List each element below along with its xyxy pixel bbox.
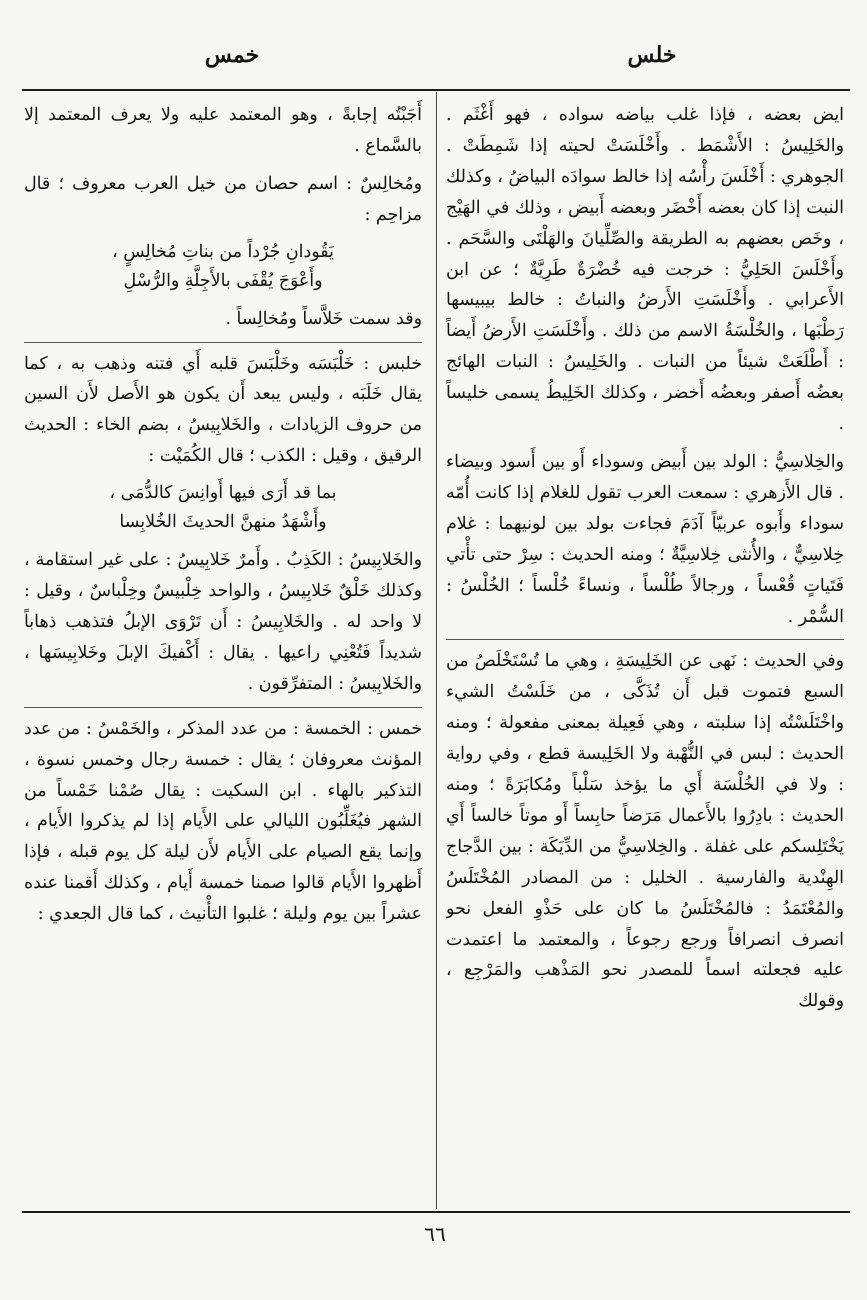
right-column xyxy=(446,100,844,1204)
entry-khalbas: خلبس : خَلْبَسَه وخَلْبَسَ قلبه أَي فتنه وذهب به ، كما يقال خَلَبَه ، وليس يبعد أَن يكون هو الأَصل لأَن السين من حروف الزيادات ، والخَلابِيسُ ، بضم الخاء : الحديث الرقيق ، وقيل : الكذب ؛ قال الكُمَيْت : xyxy=(24,353,422,467)
right-separator xyxy=(446,639,844,640)
right-paragraph-2: والخِلاسِيُّ : الولد بين أَبيض وسوداء أَو بين أَسود وبيضاء . قال الأَزهري : سمعت العرب تقول للغلام إذا كانت أُمّه سوداء وأَبوه عربيّاً آدَمَ فجاءت بولد بين لونيهما : غلام خِلاسِيٌّ ، والأُنثى خِلاسِيَّةٌ ؛ ومنه الحديث : سِرْ حتى تأْتي فَتَياتٍ قُعْساً ، ورجالاً طُلْساً ، ونساءً خُلْساً ؛ الخُلْسُ : السُّمْر . xyxy=(446,451,844,627)
verse-2 xyxy=(24,479,422,537)
right-header-word: خلس xyxy=(627,42,677,68)
verse-2-line-2: وأَشْهَدُ منهنَّ الحديثَ الخُلابِسا xyxy=(119,512,327,533)
top-rule xyxy=(22,89,850,91)
verse-2-line-1: بما قد أَرَى فيها أَوانِسَ كالدُّمَى ، xyxy=(109,483,337,504)
left-paragraph-5: والخَلابِيسُ : الكَذِبُ . وأَمرٌ خَلابِيسُ : على غير استقامة ، وكذلك خَلْقٌ خَلابِيسُ ، والواحد خِلْبيسٌ وخِلْباسٌ ، وقيل : لا واحد له . والخَلابِيسُ : أَن تَرْوَى الإبلُ فتذهب ذهاباً شديداً فَتُعْنِي راعيها . يقال : أَكْفيكَ الإبلَ وخَلابِيسَها ، والخَلابِيسُ : المتفرِّقون . xyxy=(24,550,422,694)
entry-khams: خمس : الخمسة : من عدد المذكر ، والخَمْسُ : من عدد المؤنث معروفان ؛ يقال : خمسة رجال وخمس نسوة ، التذكير بالهاء . ابن السكيت : يقال صُمْنا خَمْساً من الشهر فيُغَلِّبُون الليالي على الأَيام إذا لم يذكروا الأَيام ، وإنما يقع الصيام على الأَيام لأَن ليلة كل يوم قبله ، فإذا أَظهروا الأَيام قالوا صمنا خمسة أَيام ، وكذلك أَقمنا عنده عشراً بين يوم وليلة ؛ غلبوا التأْنيث ، كما قال الجعدي : xyxy=(24,718,422,925)
left-paragraph-2: ومُخالِسٌ : اسم حصان من خيل العرب معروف ؛ قال مزاحِم : xyxy=(24,173,422,225)
verse-1-line-2: وأَعْوَجَ يُقْفَى بالأَجِلَّةِ والرُّسْلِ xyxy=(123,270,323,291)
left-paragraph-3: وقد سمت خَلاَّساً ومُخالِساً . xyxy=(225,308,422,329)
verse-1-line-1: يَقُودانِ جُرْداً من بناتِ مُخالِسٍ ، xyxy=(112,241,334,262)
left-separator-2 xyxy=(24,707,422,708)
page-number: ٦٦ xyxy=(424,1222,446,1246)
left-header-word: خمس xyxy=(204,42,260,68)
left-separator-1 xyxy=(24,342,422,343)
column-divider xyxy=(436,92,437,1209)
left-column xyxy=(24,100,422,1204)
right-paragraph-1: ايض بعضه ، فإذا غلب بياضه سواده ، فهو أَغْثَم . والخَلِيسُ : الأَشْمَط . وأَخْلَسَتْ لحيته إذا شَمِطَتْ . الجوهري : أَخْلَسَ رأْسُه إذا خالط سوادَه البياضُ ، وكذلك النبت إذا كان بعضه أَخْضَر وبعضه أَبيض ، وذلك في الهَيْج ، وخَص بعضهم به الطريقة والصِّلِّيانَ والهَلْتَى والسَّحَم . وأَخْلَسَ الحَلِيُّ : خرجت فيه خُضْرَةٌ طَرِيَّةٌ ؛ عن ابن الأَعرابي . وأَخْلَسَتِ الأَرضُ والنباتُ : خالط بيبيسها رَطْبَها ، والخُلْسَةُ الاسم من ذلك . وأَخْلَسَتِ الأَرضُ أَيضاً : أَطْلَعَتْ شيئاً من النبات . والخَلِيسُ : النبات الهائج بعضُه أَصفر وبعضُه أَخضر ، وكذلك الخَلِيطُ يسمى خليساً . xyxy=(446,105,844,435)
right-paragraph-3: وفي الحديث : نَهى عن الخَلِيسَةِ ، وهي ما تُسْتَخْلَصُ من السبع فتموت قبل أَن تُذَكَّى ، من خَلَسْتُ الشيء واخْتَلَسْتُه إذا سلبته ، وهي فَعِيلة بمعنى مفعولة ؛ ومنه الحديث : لبس في النُّهْبة ولا الخَلِيسة قطع ، وفي رواية : ولا في الخُلْسَة أَي ما يؤخذ سَلْباً ومُكابَرَةً ؛ ومنه الحديث : بادِرُوا بالأَعمال مَرَضاً حابِساً أَو موتاً خالساً أَي يَخْتَلِسكم على غفلة . والخِلاسِيُّ من الدِّيَكَة : بين الدَّجاج الهِنْدية والفارسية . الخليل : من المصادر المُخْتَلَسُ والمُعْتَمَدُ : فالمُخْتَلَسُ ما كان على حَذْوِ الفعل نحو انصرف انصرافاً ورجع رجوعاً ، والمعتمد ما اعتمدت عليه فجعلته اسماً للمصدر نحو المَذْهب والمَرْجِع ، وقولك xyxy=(446,651,844,1012)
left-paragraph-1: أَجَبْتُه إجابةً ، وهو المعتمد عليه ولا يعرف المعتمد إلا بالسَّماع . xyxy=(24,105,422,156)
bottom-rule xyxy=(22,1211,850,1213)
verse-1 xyxy=(24,238,422,296)
